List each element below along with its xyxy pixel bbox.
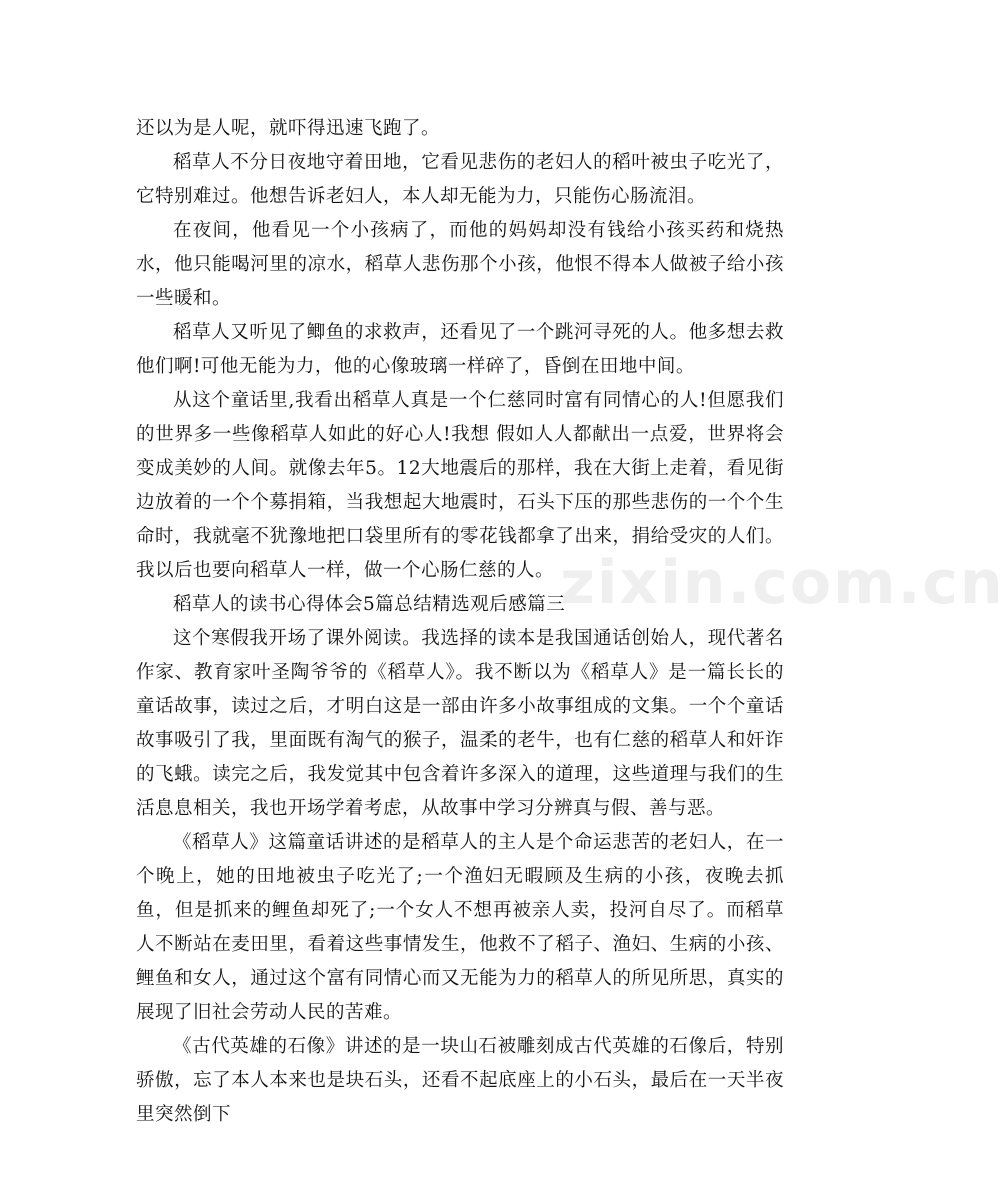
watermark: zixin.com.cn [560,548,1005,618]
paragraph: 稻草人不分日夜地守着田地，它看见悲伤的老妇人的稻叶被虫子吃光了，它特别难过。他想告诉老妇人，本人却无能为力，只能伤心肠流泪。 [136,152,784,207]
paragraph: 从这个童话里,我看出稻草人真是一个仁慈同时富有同情心的人!但愿我们的世界多一些像稻草人如此的好心人!我想 假如人人都献出一点爱，世界将会变成美妙的人间。就像去年5。12大地震后的那样，我在大街上走着，看见街边放着的一个个募捐箱，当我想起大地震时，石头下压的那些悲伤的一个个生命时，我就毫不犹豫地把口袋里所有的零花钱都拿了出来，捐给受灾的人们。我以后也要向稻草人一样，做一个心肠仁慈的人。 [136,390,784,581]
paragraph: 还以为是人呢，就吓得迅速飞跑了。 [136,118,441,139]
paragraph: 在夜间，他看见一个小孩病了，而他的妈妈却没有钱给小孩买药和烧热水，他只能喝河里的凉水，稻草人悲伤那个小孩，他恨不得本人做被子给小孩一些暖和。 [136,220,784,309]
paragraph: 稻草人又听见了鲫鱼的求救声，还看见了一个跳河寻死的人。他多想去救他们啊!可他无能为力，他的心像玻璃一样碎了，昏倒在田地中间。 [136,322,784,377]
paragraph: 《古代英雄的石像》讲述的是一块山石被雕刻成古代英雄的石像后，特别骄傲，忘了本人本来也是块石头，还看不起底座上的小石头，最后在一天半夜里突然倒下 [136,1036,784,1125]
paragraph: 《稻草人》这篇童话讲述的是稻草人的主人是个命运悲苦的老妇人，在一个晚上，她的田地被虫子吃光了;一个渔妇无暇顾及生病的小孩，夜晚去抓鱼，但是抓来的鲤鱼却死了;一个女人不想再被亲人卖，投河自尽了。而稻草人不断站在麦田里，看着这些事情发生，他救不了稻子、渔妇、生病的小孩、鲤鱼和女人，通过这个富有同情心而又无能为力的稻草人的所见所思，真实的展现了旧社会劳动人民的苦难。 [136,832,784,1023]
document-body [136,112,784,1132]
paragraph: 这个寒假我开场了课外阅读。我选择的读本是我国通话创始人，现代著名作家、教育家叶圣陶爷爷的《稻草人》。我不断以为《稻草人》是一篇长长的童话故事，读过之后，才明白这是一部由许多小故事组成的文集。一个个童话故事吸引了我，里面既有淘气的猴子，温柔的老牛，也有仁慈的稻草人和奸诈的飞蛾。读完之后，我发觉其中包含着许多深入的道理，这些道理与我们的生活息息相关，我也开场学着考虑，从故事中学习分辨真与假、善与恶。 [136,628,784,819]
section-heading: 稻草人的读书心得体会5篇总结精选观后感篇三 [173,594,566,615]
